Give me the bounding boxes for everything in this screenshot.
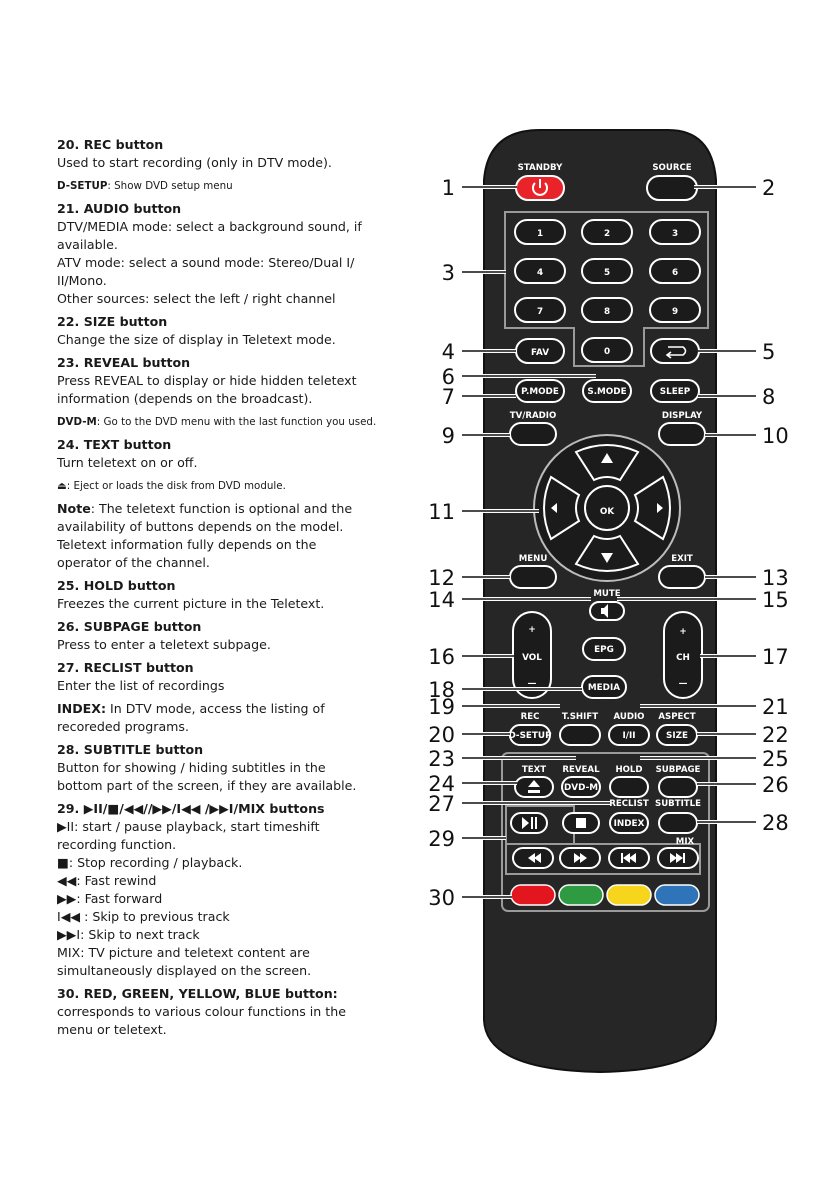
section-line: Press to enter a teletext subpage.	[57, 637, 271, 652]
subpage-label: SUBPAGE	[655, 765, 701, 775]
subtitle-label: SUBTITLE	[655, 799, 701, 809]
red-button[interactable]	[511, 885, 555, 905]
section-line: Press REVEAL to display or hide hidden teletext	[57, 373, 357, 388]
digit-label: 1	[536, 229, 544, 239]
dvdm-label: DVD-M	[564, 783, 598, 793]
stop-icon	[576, 818, 586, 828]
note-text: : The teletext function is optional and the	[90, 501, 353, 516]
ok-label: OK	[599, 507, 615, 517]
aspect-label: ASPECT	[658, 712, 696, 722]
section-line: Change the size of display in Teletext mode.	[57, 332, 336, 347]
note-line: availability of buttons depends on the model.	[57, 519, 344, 534]
callout-number: 27	[428, 792, 455, 816]
yellow-button[interactable]	[607, 885, 651, 905]
volume-down-icon: —	[527, 679, 537, 689]
pmode-label: P.MODE	[521, 387, 559, 397]
digit-label: 9	[671, 307, 679, 317]
fav-label: FAV	[530, 348, 550, 358]
section-line: information (depends on the broadcast).	[57, 391, 313, 406]
rec-label: REC	[520, 712, 540, 722]
reclist-label: RECLIST	[609, 799, 649, 809]
digit-label: 8	[603, 307, 611, 317]
callout-number: 12	[428, 566, 455, 590]
tshift-label: T.SHIFT	[561, 712, 599, 722]
exit-button[interactable]	[659, 566, 705, 588]
note-line: Teletext information fully depends on the	[57, 537, 317, 552]
text-label: TEXT	[521, 765, 547, 775]
callout-number: 2	[762, 176, 776, 200]
callout-number: 30	[428, 886, 455, 910]
callout-number: 8	[762, 385, 776, 409]
hold-button[interactable]	[610, 777, 648, 797]
index-text: In DTV mode, access the listing of	[106, 701, 325, 716]
exit-label: EXIT	[671, 554, 693, 564]
channel-down-icon: —	[678, 679, 688, 689]
reveal-label: REVEAL	[562, 765, 600, 775]
audio-button-label: I/II	[622, 731, 636, 741]
callout-number: 5	[762, 340, 776, 364]
sleep-label: SLEEP	[659, 387, 691, 397]
dvd-text: : Go to the DVD menu with the last function you used.	[96, 416, 377, 428]
section-line: Used to start recording (only in DTV mode).	[57, 155, 332, 170]
section-line: ■: Stop recording / playback.	[57, 855, 243, 870]
section-heading: 26. SUBPAGE button	[57, 619, 202, 634]
dvd-label: D-SETUP	[57, 180, 108, 192]
section-heading: 23. REVEAL button	[57, 355, 191, 370]
volume-up-icon: +	[528, 625, 536, 635]
callout-number: 29	[428, 827, 455, 851]
callout-number: 13	[762, 566, 789, 590]
callout-number: 4	[441, 340, 455, 364]
section-line: ◀◀: Fast rewind	[57, 873, 157, 888]
green-button[interactable]	[559, 885, 603, 905]
section-line: DTV/MEDIA mode: select a background sound, if	[57, 219, 362, 234]
section-heading: 20. REC button	[57, 137, 164, 152]
menu-label: MENU	[518, 554, 548, 564]
callout-number: 18	[428, 678, 455, 702]
section-line: I◀◀ : Skip to previous track	[57, 909, 230, 924]
section-line: ▶▶: Fast forward	[57, 891, 163, 906]
dsetup-label: D-SETUP	[508, 731, 552, 741]
index-line: recoreded programs.	[57, 719, 189, 734]
section-line: ▶II: start / pause playback, start timeshift	[57, 819, 320, 834]
size-label: SIZE	[666, 731, 688, 741]
callout-number: 1	[441, 176, 455, 200]
epg-label: EPG	[594, 645, 614, 655]
blue-button[interactable]	[655, 885, 699, 905]
index-label: INDEX:	[57, 701, 107, 716]
dvd-label: ⏏	[57, 480, 67, 492]
section-line: Freezes the current picture in the Teletext.	[57, 596, 325, 611]
section-line: II/Mono.	[57, 273, 107, 288]
callout-number: 16	[428, 645, 455, 669]
callout-number: 10	[762, 424, 789, 448]
digit-label: 0	[603, 347, 611, 357]
section-heading: 27. RECLIST button	[57, 660, 194, 675]
section-line: available.	[57, 237, 118, 252]
section-heading: 22. SIZE button	[57, 314, 168, 329]
hold-label: HOLD	[615, 765, 643, 775]
menu-button[interactable]	[510, 566, 556, 588]
callout-number: 7	[441, 385, 455, 409]
tshift-button[interactable]	[560, 725, 600, 745]
channel-up-icon: +	[679, 627, 687, 637]
section-line: Enter the list of recordings	[57, 678, 225, 693]
callout-number: 19	[428, 695, 455, 719]
audio-label: AUDIO	[613, 712, 645, 722]
dvd-text: : Eject or loads the disk from DVD module.	[66, 480, 286, 492]
section-line: menu or teletext.	[57, 1022, 167, 1037]
note-line: operator of the channel.	[57, 555, 210, 570]
smode-label: S.MODE	[587, 387, 627, 397]
section-line: ATV mode: select a sound mode: Stereo/Dual I/	[57, 255, 355, 270]
section-heading: 21. AUDIO button	[57, 201, 182, 216]
digit-label: 5	[603, 268, 611, 278]
section-line: MIX: TV picture and teletext content are	[57, 945, 310, 960]
ch-label: CH	[676, 653, 690, 663]
digit-label: 2	[603, 229, 611, 239]
section-line: Other sources: select the left / right channel	[57, 291, 336, 306]
source-button[interactable]	[647, 176, 697, 200]
tvradio-label: TV/RADIO	[509, 411, 557, 421]
callout-number: 26	[762, 773, 789, 797]
note-label: Note	[57, 501, 91, 516]
callout-number: 23	[428, 747, 455, 771]
digit-label: 7	[536, 307, 544, 317]
section-heading: 25. HOLD button	[57, 578, 176, 593]
callout-number: 11	[428, 500, 455, 524]
section-line: Turn teletext on or off.	[57, 455, 198, 470]
tvradio-button[interactable]	[510, 423, 556, 445]
callout-number: 24	[428, 772, 455, 796]
callout-number: 15	[762, 588, 789, 612]
section-line: corresponds to various colour functions in the	[57, 1004, 346, 1019]
mute-label: MUTE	[593, 589, 621, 599]
subtitle-button[interactable]	[659, 813, 697, 833]
digit-label: 6	[671, 268, 679, 278]
subpage-button[interactable]	[659, 777, 697, 797]
callout-number: 22	[762, 723, 789, 747]
display-button[interactable]	[659, 423, 705, 445]
digit-label: 4	[536, 268, 544, 278]
section-line: bottom part of the screen, if they are available.	[57, 778, 357, 793]
callout-number: 3	[441, 261, 455, 285]
return-button[interactable]	[651, 339, 699, 363]
display-label: DISPLAY	[661, 411, 703, 421]
standby-label: STANDBY	[517, 163, 563, 173]
dvd-text: : Show DVD setup menu	[107, 180, 233, 192]
dvd-label: DVD-M	[57, 416, 97, 428]
section-heading: 30. RED, GREEN, YELLOW, BLUE button:	[57, 986, 338, 1001]
section-line: Button for showing / hiding subtitles in the	[57, 760, 326, 775]
callout-number: 28	[762, 811, 789, 835]
callout-number: 20	[428, 723, 455, 747]
source-label: SOURCE	[652, 163, 692, 173]
section-line: simultaneously displayed on the screen.	[57, 963, 312, 978]
section-heading: 24. TEXT button	[57, 437, 172, 452]
index-label: INDEX	[613, 819, 645, 829]
media-label: MEDIA	[587, 683, 621, 693]
callout-number: 25	[762, 747, 789, 771]
mix-label: MIX	[675, 837, 695, 847]
callout-number: 21	[762, 695, 789, 719]
callout-number: 17	[762, 645, 789, 669]
callout-number: 9	[441, 424, 455, 448]
section-line: ▶▶I: Skip to next track	[57, 927, 200, 942]
vol-label: VOL	[522, 653, 542, 663]
section-line: recording function.	[57, 837, 177, 852]
section-heading: 28. SUBTITLE button	[57, 742, 204, 757]
section-heading: 29. ▶II/■/◀◀//▶▶/I◀◀ /▶▶I/MIX buttons	[57, 801, 325, 816]
callout-number: 6	[441, 365, 455, 389]
callout-number: 14	[428, 588, 455, 612]
digit-label: 3	[671, 229, 679, 239]
